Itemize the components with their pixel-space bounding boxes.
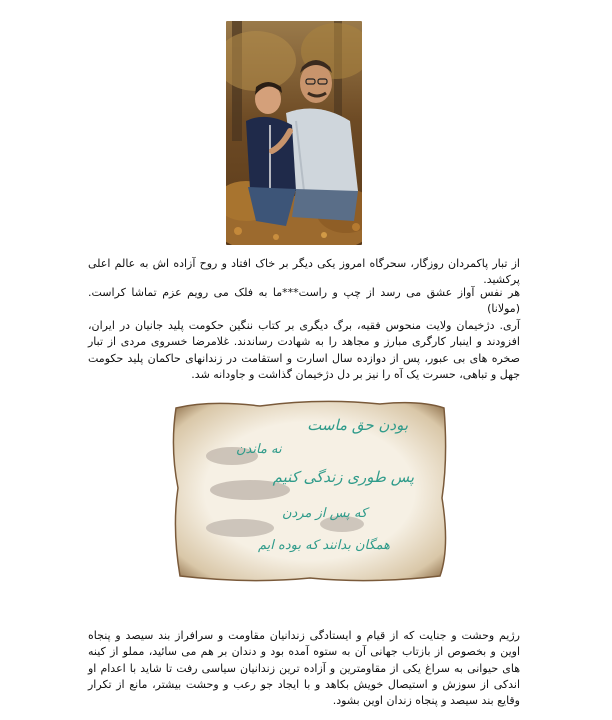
- paragraph-regime: رژیم وحشت و جنایت که از قیام و ایستادگی زندانیان مقاومت و سرافراز بند سیصد و پنجاه اوین و بخصوص از بازتاب جهانی آن به ستوه آمده بود و دندان بر هم می سائید، مملو از کینه های حیوانی به سراغ یکی از مقاومترین و آزاده ترین زندانیان سیاسی رفت تا شاید با اعدام او اندکی از سوزش و استیصال خویش بکاهد و با ایجاد جو رعب و وحشت بیشتر، مانع از تکرار وقایع بند سیصد و پنجاه زندان اوین بشود.: [88, 629, 520, 708]
- card-line-1: بودن حق ماست: [307, 416, 408, 434]
- memorial-photo: [226, 21, 362, 245]
- photo-illustration: [226, 21, 362, 245]
- card-line-2: نه ماندن: [236, 442, 282, 457]
- card-line-5: همگان بدانند که بوده ایم: [258, 538, 390, 553]
- paragraph-poem: هر نفس آواز عشق می رسد از چپ و راست***ما به فلک می رویم عزم تماشا کراست.(مولانا): [88, 286, 520, 316]
- burnt-paper-card: [170, 398, 450, 584]
- card-line-4: که پس از مردن: [282, 506, 368, 521]
- paragraph-martyrdom: آری. دژخیمان ولایت منحوس فقیه، برگ دیگری بر کتاب ننگین حکومت پلید جانیان در ایران، افزودند و اینبار کارگری مبارز و مجاهد را به شهادت رساندند. غلامرضا خسروی مردی از تبار صخره های بی عبور، پس از دوازده سال اسارت و استقامت در زندانهای حاکمان پلید حکومت جهل و تباهی، حسرت یک آه را نیز بر دل دژخیمان گذاشت و جاودانه شد.: [88, 319, 520, 381]
- card-line-3: پس طوری زندگی کنیم: [272, 468, 414, 486]
- paragraph-intro: از تبار پاکمردان روزگار، سحرگاه امروز یکی دیگر بر خاک افتاد و روح آزاده اش به عالم اعلی پرکشید.: [88, 257, 520, 287]
